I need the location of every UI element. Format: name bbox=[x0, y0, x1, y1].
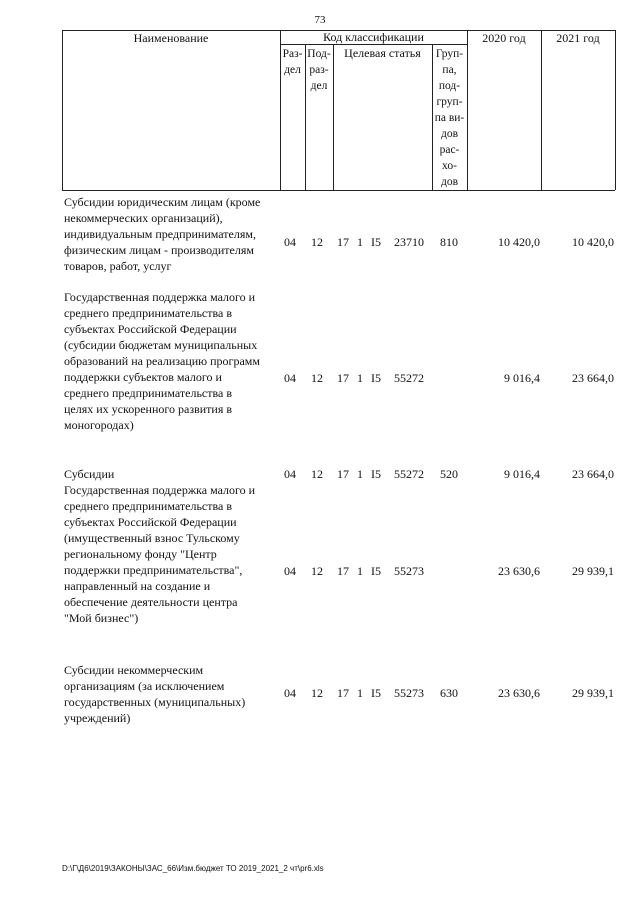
cell-2021: 23 664,0 bbox=[572, 371, 614, 385]
text-line: государственных (муниципальных) bbox=[64, 695, 246, 709]
text-line: па, bbox=[442, 64, 457, 76]
text-line: "Мой бизнес") bbox=[64, 611, 139, 625]
text-line: дов bbox=[440, 128, 459, 140]
cell-subprogram: 1 bbox=[357, 235, 363, 249]
text-line: дел bbox=[284, 64, 301, 76]
cell-2021: 10 420,0 bbox=[572, 235, 614, 249]
cell-subsection: 12 bbox=[311, 467, 323, 481]
cell-expense-type: 520 bbox=[440, 467, 458, 481]
text-line: груп- bbox=[436, 96, 463, 108]
text-line: Государственная поддержка малого и bbox=[64, 483, 256, 497]
file-path-footer: D:\Г\Д6\2019\ЗАКОНЫ\ЗАС_66\Изм.бюджет ТО 2019_2021_2 чт\pr6.xls bbox=[62, 864, 324, 873]
text-line: Субсидии некоммерческим bbox=[64, 663, 204, 677]
cell-direction: 55273 bbox=[394, 564, 424, 578]
cell-2020: 9 016,4 bbox=[504, 371, 540, 385]
header-section bbox=[280, 46, 305, 78]
text-line: физическим лицам - производителям bbox=[64, 243, 254, 257]
page-number: 73 bbox=[314, 14, 326, 26]
text-line: поддержки предпринимательства", bbox=[64, 563, 243, 577]
cell-section: 04 bbox=[284, 235, 296, 249]
cell-project: I5 bbox=[371, 235, 381, 249]
header-target-article: Целевая статья bbox=[344, 46, 421, 60]
text-line: Груп- bbox=[435, 48, 464, 60]
header-name: Наименование bbox=[133, 31, 209, 45]
cell-program: 17 bbox=[337, 235, 349, 249]
text-line: субъектах Российской Федерации bbox=[64, 515, 237, 529]
text-line: моногородах) bbox=[64, 418, 134, 432]
cell-project: I5 bbox=[371, 686, 381, 700]
text-line: целях их ускоренного развития в bbox=[64, 402, 233, 416]
cell-section: 04 bbox=[284, 467, 296, 481]
cell-expense-type: 630 bbox=[440, 686, 458, 700]
cell-program: 17 bbox=[337, 686, 349, 700]
header-group bbox=[432, 46, 467, 190]
header-code: Код классификации bbox=[323, 30, 424, 44]
row-name bbox=[64, 662, 284, 726]
text-line: (имущественный взнос Тульскому bbox=[64, 531, 240, 545]
cell-project: I5 bbox=[371, 564, 381, 578]
cell-subprogram: 1 bbox=[357, 686, 363, 700]
cell-direction: 55273 bbox=[394, 686, 424, 700]
text-line: региональному фонду "Центр bbox=[64, 547, 217, 561]
text-line: индивидуальным предпринимателям, bbox=[64, 227, 256, 241]
text-line: рас- bbox=[439, 144, 460, 156]
text-line: под- bbox=[438, 80, 461, 92]
text-line: Субсидии bbox=[64, 467, 115, 481]
cell-direction: 55272 bbox=[394, 371, 424, 385]
text-line: некоммерческих организаций), bbox=[64, 211, 223, 225]
text-line: направленный на создание и bbox=[64, 579, 211, 593]
cell-subsection: 12 bbox=[311, 371, 323, 385]
header-2020: 2020 год bbox=[482, 31, 526, 45]
text-line: дел bbox=[310, 80, 328, 92]
cell-subprogram: 1 bbox=[357, 564, 363, 578]
text-line: товаров, работ, услуг bbox=[64, 259, 172, 273]
cell-subprogram: 1 bbox=[357, 371, 363, 385]
cell-2020: 23 630,6 bbox=[498, 686, 540, 700]
text-line: Под- bbox=[307, 48, 331, 60]
cell-direction: 23710 bbox=[394, 235, 424, 249]
cell-section: 04 bbox=[284, 686, 296, 700]
cell-section: 04 bbox=[284, 564, 296, 578]
cell-2020: 10 420,0 bbox=[498, 235, 540, 249]
text-line: хо- bbox=[442, 160, 457, 172]
cell-program: 17 bbox=[337, 467, 349, 481]
text-line: Раз- bbox=[282, 48, 303, 60]
header-subsection bbox=[305, 46, 333, 94]
cell-2020: 23 630,6 bbox=[498, 564, 540, 578]
text-line: (субсидии бюджетам муниципальных bbox=[64, 338, 258, 352]
cell-section: 04 bbox=[284, 371, 296, 385]
row-name bbox=[64, 194, 284, 274]
text-line: субъектах Российской Федерации bbox=[64, 322, 237, 336]
text-line: среднего предпринимательства в bbox=[64, 386, 232, 400]
text-line: дов bbox=[440, 176, 459, 188]
text-line: среднего предпринимательства в bbox=[64, 306, 232, 320]
cell-project: I5 bbox=[371, 467, 381, 481]
text-line: среднего предпринимательства в bbox=[64, 499, 232, 513]
cell-expense-type: 810 bbox=[440, 235, 458, 249]
cell-subsection: 12 bbox=[311, 686, 323, 700]
text-line: Субсидии юридическим лицам (кроме bbox=[64, 195, 261, 209]
cell-program: 17 bbox=[337, 564, 349, 578]
cell-2021: 29 939,1 bbox=[572, 564, 614, 578]
row-name bbox=[64, 482, 284, 626]
cell-project: I5 bbox=[371, 371, 381, 385]
row-name bbox=[64, 289, 284, 433]
text-line: поддержки субъектов малого и bbox=[64, 370, 222, 384]
cell-subprogram: 1 bbox=[357, 467, 363, 481]
cell-subsection: 12 bbox=[311, 564, 323, 578]
cell-direction: 55272 bbox=[394, 467, 424, 481]
cell-2021: 23 664,0 bbox=[572, 467, 614, 481]
text-line: раз- bbox=[309, 64, 329, 76]
header-2021: 2021 год bbox=[556, 31, 600, 45]
text-line: па ви- bbox=[434, 112, 465, 124]
text-line: обеспечение деятельности центра bbox=[64, 595, 238, 609]
cell-program: 17 bbox=[337, 371, 349, 385]
text-line: учреждений) bbox=[64, 711, 131, 725]
text-line: организациям (за исключением bbox=[64, 679, 225, 693]
cell-subsection: 12 bbox=[311, 235, 323, 249]
cell-2021: 29 939,1 bbox=[572, 686, 614, 700]
cell-2020: 9 016,4 bbox=[504, 467, 540, 481]
row-name bbox=[64, 466, 284, 482]
text-line: Государственная поддержка малого и bbox=[64, 290, 256, 304]
text-line: образований на реализацию программ bbox=[64, 354, 260, 368]
